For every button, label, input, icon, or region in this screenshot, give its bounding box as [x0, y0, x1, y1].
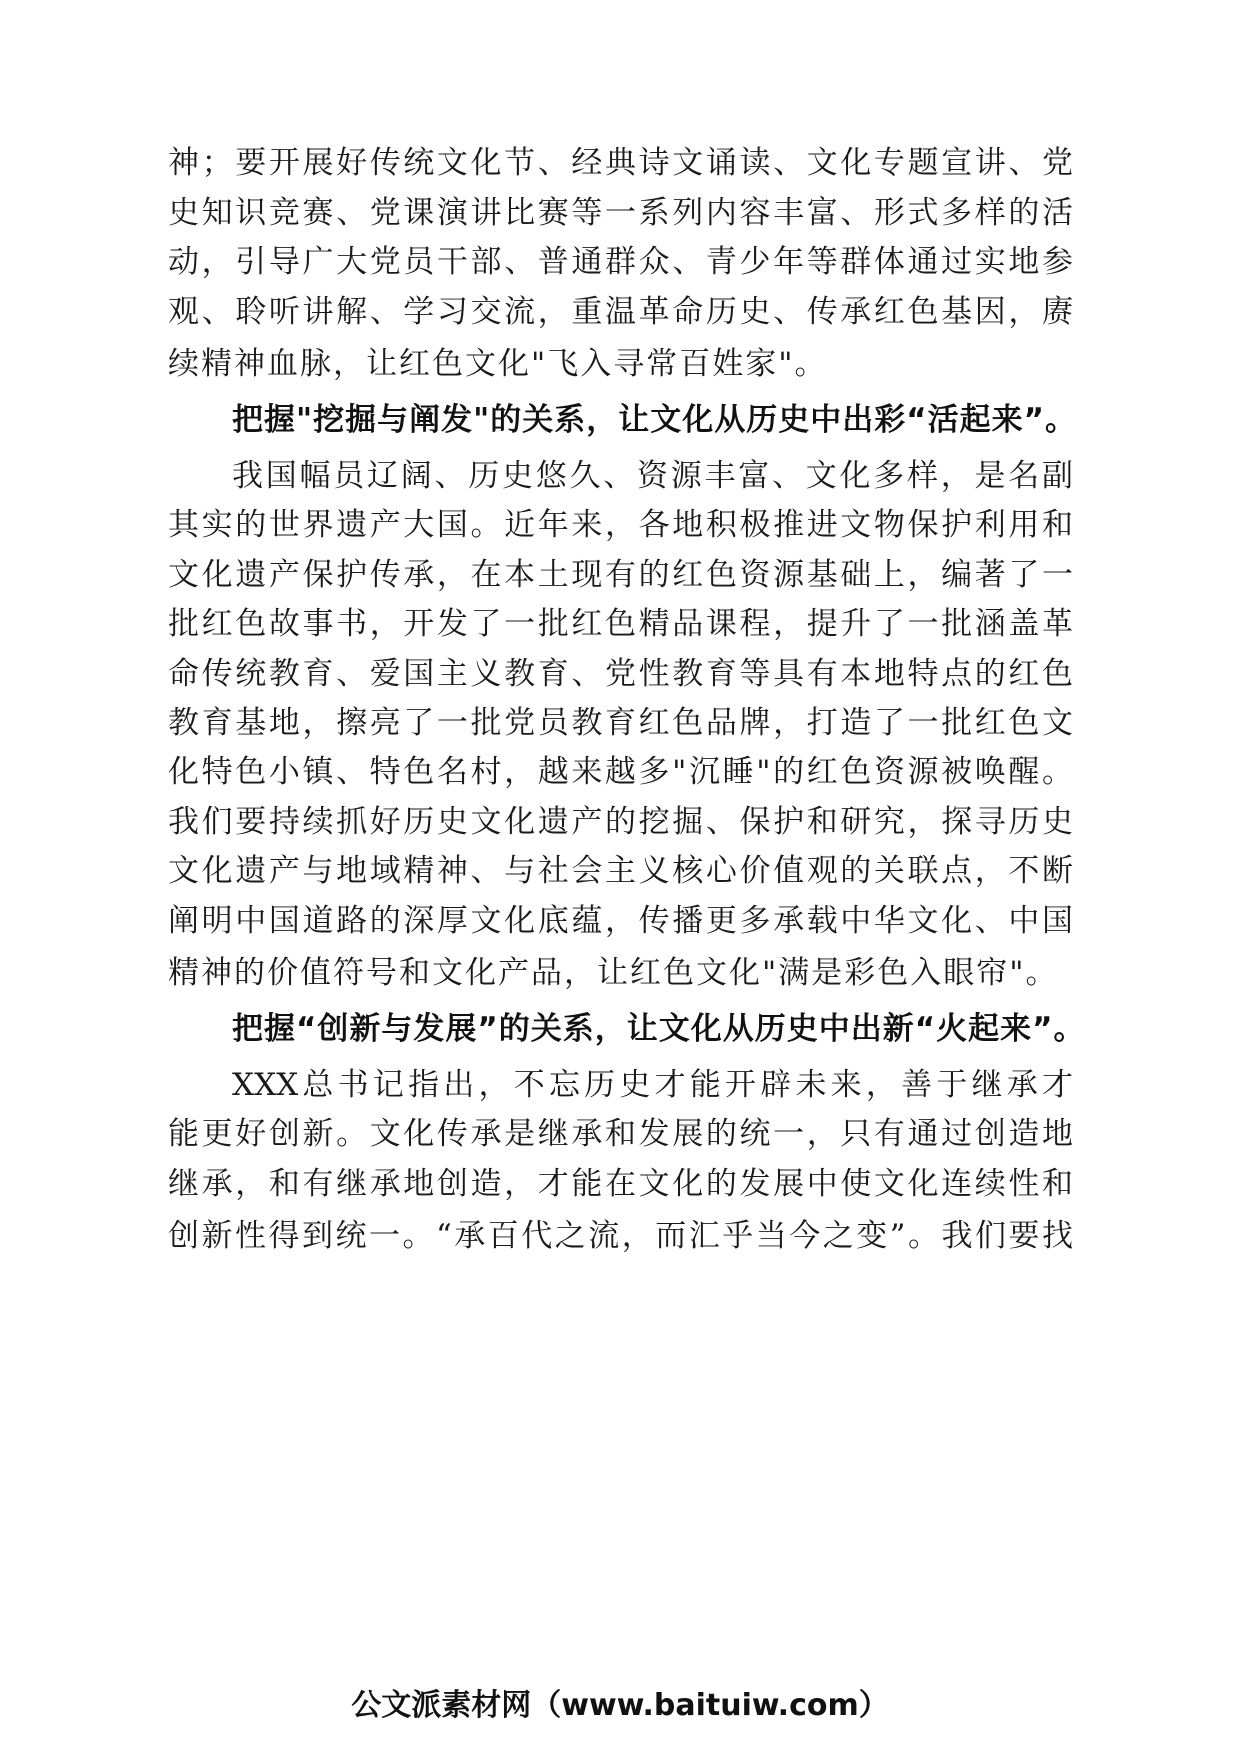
paragraph-line: 神；要开展好传统文化节、经典诗文诵读、文化专题宣讲、党 — [168, 145, 1073, 181]
section-heading: 把握“创新与发展”的关系，让文化从历史中出新“火起来”。 — [232, 1011, 1086, 1047]
paragraph-line: 批红色故事书，开发了一批红色精品课程，提升了一批涵盖革 — [168, 606, 1073, 642]
paragraph-line: 我们要持续抓好历史文化遗产的挖掘、保护和研究，探寻历史 — [168, 804, 1073, 840]
paragraph-line: 化特色小镇、特色名村，越来越多"沉睡"的红色资源被唤醒。 — [168, 754, 1073, 790]
paragraph-line: 文化遗产保护传承，在本土现有的红色资源基础上，编著了一 — [168, 557, 1073, 593]
footer-watermark: 公文派素材网（www.baituiw.com） — [351, 1688, 889, 1723]
paragraph-line: 阐明中国道路的深厚文化底蕴，传播更多承载中华文化、中国 — [168, 903, 1073, 939]
paragraph-line: 史知识竞赛、党课演讲比赛等一系列内容丰富、形式多样的活 — [168, 195, 1073, 231]
paragraph-line: 续精神血脉，让红色文化"飞入寻常百姓家"。 — [168, 346, 828, 382]
paragraph-line: 继承，和有继承地创造，才能在文化的发展中使文化连续性和 — [168, 1166, 1073, 1202]
paragraph-line: 命传统教育、爱国主义教育、党性教育等具有本地特点的红色 — [168, 656, 1073, 692]
paragraph-line: 精神的价值符号和文化产品，让红色文化"满是彩色入眼帘"。 — [168, 955, 1059, 991]
paragraph-line: 教育基地，擦亮了一批党员教育红色品牌，打造了一批红色文 — [168, 705, 1073, 741]
paragraph-line: 文化遗产与地域精神、与社会主义核心价值观的关联点，不断 — [168, 853, 1073, 889]
paragraph-line: 能更好创新。文化传承是继承和发展的统一，只有通过创造地 — [168, 1116, 1073, 1152]
paragraph-line: 创新性得到统一。“承百代之流，而汇乎当今之变”。我们要找 — [168, 1218, 1073, 1254]
paragraph-line: 我国幅员辽阔、历史悠久、资源丰富、文化多样，是名副 — [232, 458, 1073, 494]
paragraph-line: 动，引导广大党员干部、普通群众、青少年等群体通过实地参 — [168, 244, 1073, 280]
section-heading: 把握"挖掘与阐发"的关系，让文化从历史中出彩“活起来”。 — [232, 402, 1078, 438]
paragraph-line: 其实的世界遗产大国。近年来，各地积极推进文物保护利用和 — [168, 507, 1073, 543]
paragraph-line: 观、聆听讲解、学习交流，重温革命历史、传承红色基因，赓 — [168, 294, 1073, 330]
paragraph-line: XXX总书记指出，不忘历史才能开辟未来，善于继承才 — [232, 1067, 1073, 1103]
